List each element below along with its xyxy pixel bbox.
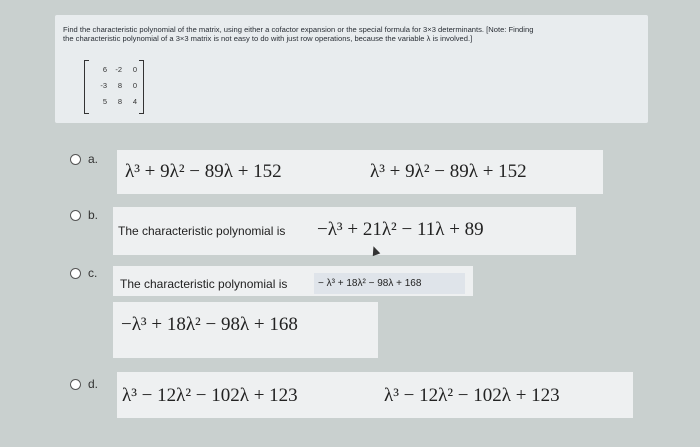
matrix-cell: -2 xyxy=(115,65,122,74)
matrix-cell: 0 xyxy=(132,81,137,90)
question-panel xyxy=(55,15,648,123)
option-d-math-1: λ³ − 12λ² − 102λ + 123 xyxy=(122,385,298,406)
question-text xyxy=(63,25,643,43)
matrix-row xyxy=(92,81,138,90)
matrix-row xyxy=(92,97,138,106)
matrix-left-bracket xyxy=(84,60,89,114)
option-c-math: −λ³ + 18λ² − 98λ + 168 xyxy=(121,314,298,335)
option-d-letter: d. xyxy=(88,377,99,391)
option-a-radio[interactable] xyxy=(70,154,81,165)
option-a-math-2: λ³ + 9λ² − 89λ + 152 xyxy=(370,161,527,182)
option-b-prefix: The characteristic polynomial is xyxy=(118,224,286,238)
matrix-cell: 5 xyxy=(102,97,107,106)
option-c-prefix: The characteristic polynomial is xyxy=(120,277,288,291)
option-c-radio[interactable] xyxy=(70,268,81,279)
option-d-radio[interactable] xyxy=(70,379,81,390)
matrix-right-bracket xyxy=(139,60,144,114)
option-b-letter: b. xyxy=(88,208,99,222)
option-a-letter: a. xyxy=(88,152,99,166)
matrix-cell: 4 xyxy=(132,97,137,106)
matrix-cell: 0 xyxy=(132,65,137,74)
matrix-cell: -3 xyxy=(100,81,107,90)
option-c-math-small: − λ³ + 18λ² − 98λ + 168 xyxy=(318,278,422,289)
option-b-radio[interactable] xyxy=(70,210,81,221)
matrix-cell: 6 xyxy=(102,65,107,74)
matrix-cell: 8 xyxy=(117,81,122,90)
option-a-math-1: λ³ + 9λ² − 89λ + 152 xyxy=(125,161,282,182)
option-b-math: −λ³ + 21λ² − 11λ + 89 xyxy=(317,219,484,240)
question-line-2: the characteristic polynomial of a 3×3 matrix is not easy to do with just row operations, because the variable λ is involved.] xyxy=(63,34,473,43)
matrix-row xyxy=(92,65,138,74)
option-d-math-2: λ³ − 12λ² − 102λ + 123 xyxy=(384,385,560,406)
matrix-cell: 8 xyxy=(117,97,122,106)
matrix xyxy=(84,60,144,112)
question-line-1: Find the characteristic polynomial of the matrix, using either a cofactor expansion or the special formula for 3×3 determinants. [Note: Finding xyxy=(63,25,534,34)
option-c-letter: c. xyxy=(88,266,98,280)
